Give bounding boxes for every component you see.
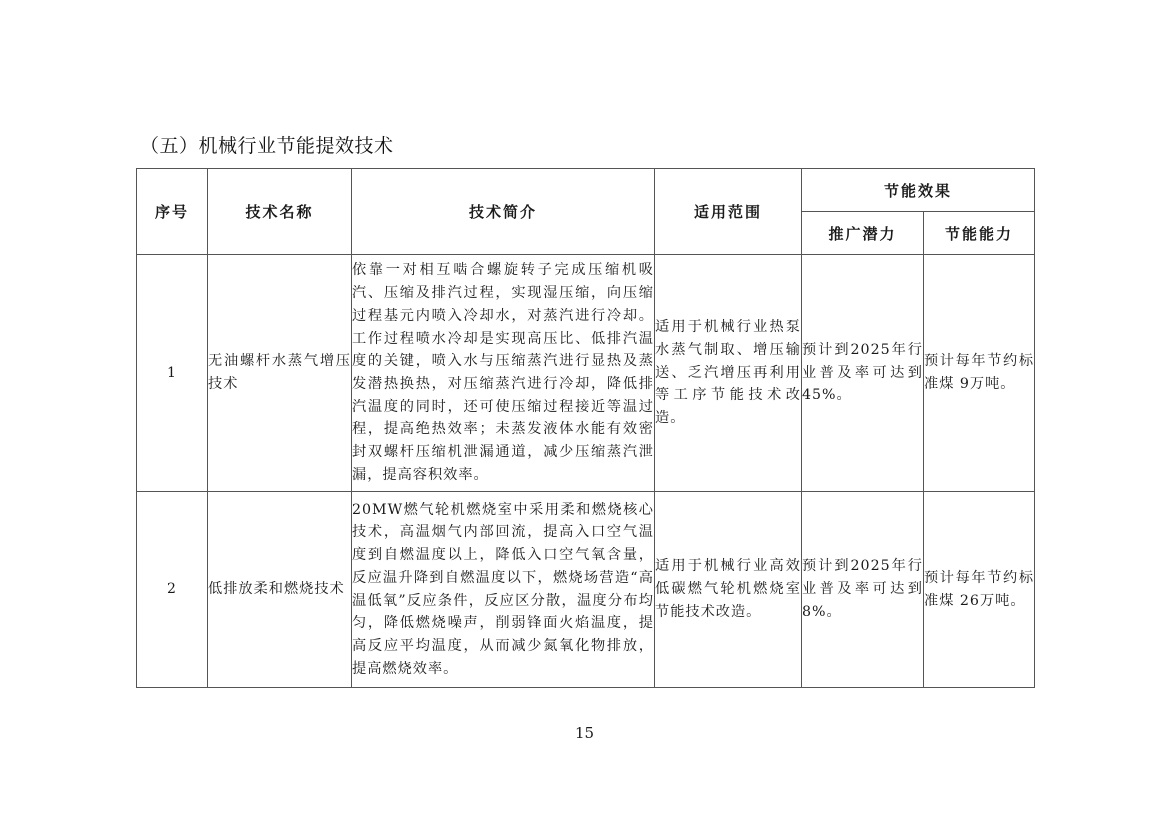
promotion-potential: 预计到2025年行业普及率可达到8%。 <box>802 492 924 688</box>
tech-intro: 依靠一对相互啮合螺旋转子完成压缩机吸汽、压缩及排汽过程，实现湿压缩，向压缩过程基元内喷入冷却水，对蒸汽进行冷却。工作过程喷水冷却是实现高压比、低排汽温度的关键，喷入水与压缩蒸汽进行显热及蒸发潜热换热，对压缩蒸汽进行冷却，降低排汽温度的同时，还可使压缩过程接近等温过程，提高绝热效率；未蒸发液体水能有效密封双螺杆压缩机泄漏通道，减少压缩蒸汽泄漏，提高容积效率。 <box>352 255 655 492</box>
header-potential: 推广潜力 <box>802 212 924 255</box>
table-row <box>137 255 1035 492</box>
energy-saving-capacity: 预计每年节约标准煤 26万吨。 <box>924 492 1035 688</box>
row-number: 1 <box>137 255 208 492</box>
header-scope: 适用范围 <box>655 169 802 255</box>
header-intro: 技术简介 <box>352 169 655 255</box>
header-name: 技术名称 <box>208 169 352 255</box>
header-effect-group: 节能效果 <box>802 169 1035 212</box>
header-no: 序号 <box>137 169 208 255</box>
promotion-potential: 预计到2025年行业普及率可达到45%。 <box>802 255 924 492</box>
table-row <box>137 492 1035 688</box>
tech-scope: 适用于机械行业高效低碳燃气轮机燃烧室节能技术改造。 <box>655 492 802 688</box>
page-number: 15 <box>574 724 595 742</box>
tech-scope: 适用于机械行业热泵水蒸气制取、增压输送、乏汽增压再利用等工序节能技术改造。 <box>655 255 802 492</box>
tech-name: 低排放柔和燃烧技术 <box>208 492 352 688</box>
section-title: （五）机械行业节能提效技术 <box>140 135 394 157</box>
row-number: 2 <box>137 492 208 688</box>
header-capacity: 节能能力 <box>924 212 1035 255</box>
energy-tech-table <box>136 168 1035 688</box>
tech-intro: 20MW燃气轮机燃烧室中采用柔和燃烧核心技术，高温烟气内部回流，提高入口空气温度到自燃温度以上，降低入口空气氧含量，反应温升降到自燃温度以下，燃烧场营造“高温低氧”反应条件，反应区分散，温度分布均匀，降低燃烧噪声，削弱锋面火焰温度，提高反应平均温度，从而减少氮氧化物排放，提高燃烧效率。 <box>352 492 655 688</box>
tech-name: 无油螺杆水蒸气增压技术 <box>208 255 352 492</box>
energy-saving-capacity: 预计每年节约标准煤 9万吨。 <box>924 255 1035 492</box>
